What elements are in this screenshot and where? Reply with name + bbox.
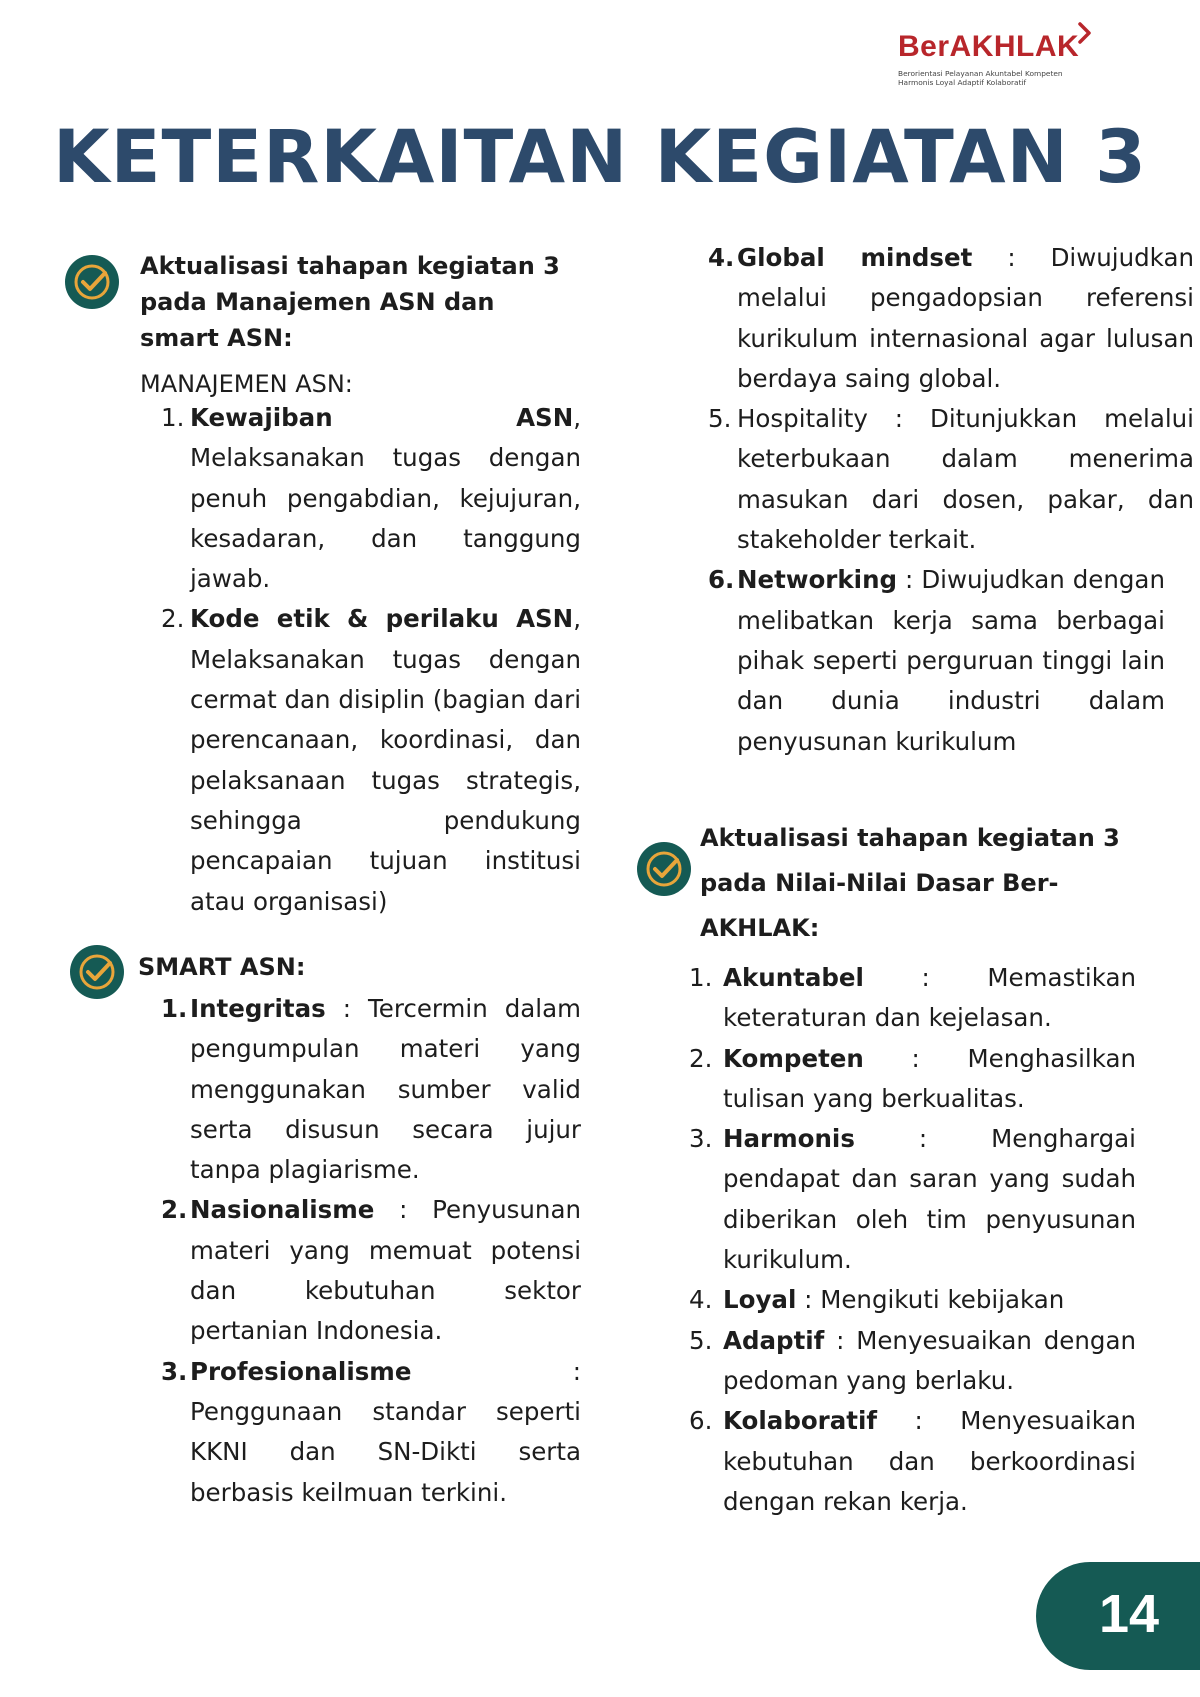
berakhlak-heading: Aktualisasi tahapan kegiatan 3 pada Nilai-Nilai Dasar Ber-AKHLAK: (700, 824, 1120, 942)
item-text: Penyusunan materi yang memuat potensi dan kebutuhan sektor pertanian Indonesia. (190, 1195, 581, 1346)
item-separator: : (972, 243, 1051, 272)
check-badge-icon (64, 254, 120, 310)
list-item (161, 1190, 581, 1351)
list-item (689, 1280, 1136, 1320)
item-term: Global mindset (737, 243, 973, 272)
item-text: Penggunaan standar seperti KKNI dan SN-Dikti serta berbasis keilmuan terkini. (190, 1396, 581, 1507)
list-item (708, 238, 1194, 399)
item-separator: : (897, 565, 922, 595)
item-separator: : (411, 1356, 581, 1386)
logo-tagline (898, 69, 1063, 87)
list-item (689, 1039, 1136, 1120)
item-text: Menghasilkan tulisan yang berkualitas. (723, 1043, 1136, 1113)
item-term: Loyal (723, 1285, 797, 1315)
item-number: 2. (161, 1195, 188, 1225)
item-term: Harmonis (723, 1124, 855, 1154)
item-text: Ditunjukkan melalui keterbukaan dalam menerima masukan dari dosen, pakar, dan stakeholder terkait. (737, 404, 1194, 555)
item-term: Integritas (190, 994, 326, 1023)
list-item (689, 1321, 1136, 1402)
item-number: 6. (689, 1406, 713, 1436)
manajemen-asn-list (161, 398, 581, 922)
item-text: Diwujudkan dengan melibatkan kerja sama berbagai pihak seperti perguruan tinggi lain dan dunia industri dalam penyusunan kurikulum (737, 565, 1165, 756)
list-item (689, 1119, 1136, 1280)
item-separator: : (854, 1124, 992, 1154)
list-item (161, 1352, 581, 1513)
check-badge-icon (69, 944, 125, 1000)
item-number: 2. (161, 604, 185, 634)
item-text: , Melaksanakan tugas dengan cermat dan disiplin (bagian dari perencanaan, koordinasi, dan pelaksanaan tugas strategis, sehingga pendukung pencapaian tujuan institusi atau organisasi) (190, 604, 582, 916)
item-term: Nasionalisme (190, 1195, 375, 1225)
smart-asn-title: SMART ASN: (138, 953, 306, 981)
item-text: , Melaksanakan tugas dengan penuh pengabdian, kejujuran, kesadaran, dan tanggung jawab. (190, 403, 581, 594)
item-separator: : (796, 1285, 821, 1315)
item-number: 1. (161, 994, 188, 1023)
item-separator: : (325, 994, 368, 1023)
item-term: Kewajiban ASN (190, 403, 574, 432)
item-number: 1. (161, 403, 185, 432)
item-separator: : (863, 1043, 968, 1073)
item-term: Kompeten (723, 1043, 864, 1073)
item-text: Menyesuaikan kebutuhan dan berkoordinasi dengan rekan kerja. (723, 1406, 1136, 1516)
item-term: Kolaboratif (723, 1406, 878, 1436)
berakhlak-values-list (689, 958, 1136, 1522)
item-separator: : (877, 1406, 961, 1436)
page-number: 14 (1098, 1584, 1160, 1644)
logo-wordmark: BerAKHLAK (898, 30, 1080, 63)
list-item (708, 399, 1194, 560)
item-term: Adaptif (723, 1325, 825, 1355)
logo-chevron-icon (1078, 22, 1092, 44)
page-title: KETERKAITAN KEGIATAN 3 (53, 115, 1147, 200)
list-item (689, 958, 1136, 1039)
check-badge-icon (636, 841, 692, 897)
list-item (161, 989, 581, 1190)
item-separator: : (374, 1195, 433, 1225)
smart-asn-list-continued (708, 238, 1194, 762)
item-number: 1. (689, 963, 713, 992)
manajemen-asn-title: MANAJEMEN ASN: (140, 370, 353, 398)
item-number: 5. (708, 404, 732, 434)
item-term: Hospitality (737, 404, 868, 434)
item-term: Profesionalisme (190, 1356, 412, 1386)
item-separator: : (867, 404, 930, 434)
berakhlak-logo (898, 22, 1098, 92)
manajemen-smart-heading: Aktualisasi tahapan kegiatan 3 pada Manajemen ASN dan smart ASN: (140, 252, 560, 352)
item-number: 6. (708, 565, 735, 595)
item-separator: : (824, 1325, 857, 1355)
item-text: Menyesuaikan dengan pedoman yang berlaku. (723, 1325, 1136, 1395)
list-item (708, 560, 1165, 761)
item-term: Kode etik & perilaku ASN (190, 604, 574, 634)
item-number: 5. (689, 1325, 713, 1355)
item-text: Tercermin dalam pengumpulan materi yang menggunakan sumber valid serta disusun secara jujur tanpa plagiarisme. (190, 994, 581, 1185)
item-number: 2. (689, 1043, 713, 1073)
list-item (161, 599, 581, 921)
item-text: Mengikuti kebijakan (820, 1285, 1065, 1315)
list-item (161, 398, 581, 599)
logo-tagline-line-2: Harmonis Loyal Adaptif Kolaboratif (898, 78, 1027, 87)
list-item (689, 1401, 1136, 1522)
item-number: 4. (708, 243, 735, 272)
item-number: 4. (689, 1285, 713, 1315)
item-number: 3. (689, 1124, 713, 1154)
item-text: Menghargai pendapat dan saran yang sudah diberikan oleh tim penyusunan kurikulum. (723, 1124, 1136, 1275)
item-text: Diwujudkan melalui pengadopsian referensi kurikulum internasional agar lulusan berdaya saing global. (737, 243, 1194, 393)
item-term: Networking (737, 565, 898, 595)
smart-asn-list (161, 989, 581, 1513)
item-term: Akuntabel (723, 963, 864, 992)
logo-tagline-line-1: Berorientasi Pelayanan Akuntabel Kompeten (898, 69, 1063, 78)
item-number: 3. (161, 1356, 188, 1386)
item-separator: : (863, 963, 988, 992)
item-text: Memastikan keteraturan dan kejelasan. (723, 963, 1136, 1033)
